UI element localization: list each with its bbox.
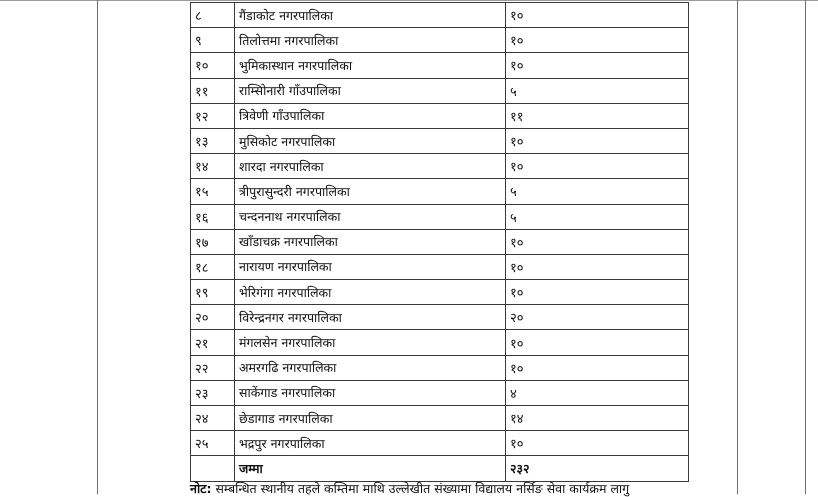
municipality-name-cell: त्रीपुरासुन्दरी नगरपालिका [235,179,506,204]
total-row [191,456,689,481]
serial-cell: ९ [191,28,235,53]
count-cell: १० [506,3,689,28]
count-cell: १४ [506,406,689,431]
table-row [191,3,689,28]
municipality-name-cell: अमरगढि नगरपालिका [235,355,506,380]
count-cell: ५ [506,179,689,204]
frame-left-line [97,0,98,494]
table-body [191,3,689,482]
count-cell: १० [506,254,689,279]
table-row [191,431,689,456]
table-row [191,380,689,405]
serial-cell: २५ [191,431,235,456]
total-value: २३२ [506,456,689,481]
table-row [191,78,689,103]
table-row [191,154,689,179]
serial-cell: १८ [191,254,235,279]
municipality-name-cell: गैंडाकोट नगरपालिका [235,3,506,28]
serial-cell: २४ [191,406,235,431]
count-cell: १० [506,431,689,456]
table-row [191,254,689,279]
table-row [191,204,689,229]
table-row [191,128,689,153]
table-row [191,53,689,78]
serial-cell: २१ [191,330,235,355]
table-row [191,280,689,305]
serial-cell: १० [191,53,235,78]
table-row [191,179,689,204]
note-label: नोट: [190,481,212,496]
table-row [191,103,689,128]
total-label: जम्मा [235,456,506,481]
count-cell: ५ [506,204,689,229]
serial-cell: २२ [191,355,235,380]
municipality-name-cell: साकेंगाड नगरपालिका [235,380,506,405]
municipality-name-cell: मंगलसेन नगरपालिका [235,330,506,355]
municipality-name-cell: त्रिवेणी गाँउपालिका [235,103,506,128]
count-cell: ४ [506,380,689,405]
serial-cell: १३ [191,128,235,153]
frame-outer-right-line [805,0,806,494]
serial-cell: ११ [191,78,235,103]
serial-cell: ८ [191,3,235,28]
table-row [191,330,689,355]
count-cell: २० [506,305,689,330]
table-row [191,229,689,254]
serial-cell: १२ [191,103,235,128]
municipality-name-cell: खाँडाचक्र नगरपालिका [235,229,506,254]
municipality-name-cell: नारायण नगरपालिका [235,254,506,279]
count-cell: १० [506,128,689,153]
municipality-name-cell: शारदा नगरपालिका [235,154,506,179]
municipality-name-cell: विरेन्द्रनगर नगरपालिका [235,305,506,330]
total-serial-cell [191,456,235,481]
footnote [190,480,629,497]
frame-right-line [737,0,738,494]
count-cell: १० [506,28,689,53]
table-row [191,305,689,330]
municipality-name-cell: छेडागाड नगरपालिका [235,406,506,431]
municipality-name-cell: मुसिकोट नगरपालिका [235,128,506,153]
municipality-name-cell: भुमिकास्थान नगरपालिका [235,53,506,78]
frame-top-line [0,0,818,1]
serial-cell: १७ [191,229,235,254]
serial-cell: १४ [191,154,235,179]
note-text: सम्बन्धित स्थानीय तहले कम्तिमा माथि उल्लेखीत संख्यामा विद्यालय नर्सिङ सेवा कार्यक्रम लागु [215,481,630,496]
count-cell: १० [506,355,689,380]
serial-cell: २३ [191,380,235,405]
count-cell: १० [506,330,689,355]
serial-cell: १५ [191,179,235,204]
count-cell: ११ [506,103,689,128]
count-cell: १० [506,280,689,305]
municipality-name-cell: भद्रपुर नगरपालिका [235,431,506,456]
municipality-table [190,2,689,482]
count-cell: १० [506,154,689,179]
municipality-name-cell: भेरिगंगा नगरपालिका [235,280,506,305]
serial-cell: २० [191,305,235,330]
count-cell: १० [506,229,689,254]
table-row [191,406,689,431]
table-row [191,355,689,380]
count-cell: १० [506,53,689,78]
municipality-name-cell: राम्सिोनारी गाँउपालिका [235,78,506,103]
serial-cell: १६ [191,204,235,229]
municipality-name-cell: तिलोत्तमा नगरपालिका [235,28,506,53]
municipality-name-cell: चन्दननाथ नगरपालिका [235,204,506,229]
table-row [191,28,689,53]
serial-cell: १९ [191,280,235,305]
count-cell: ५ [506,78,689,103]
